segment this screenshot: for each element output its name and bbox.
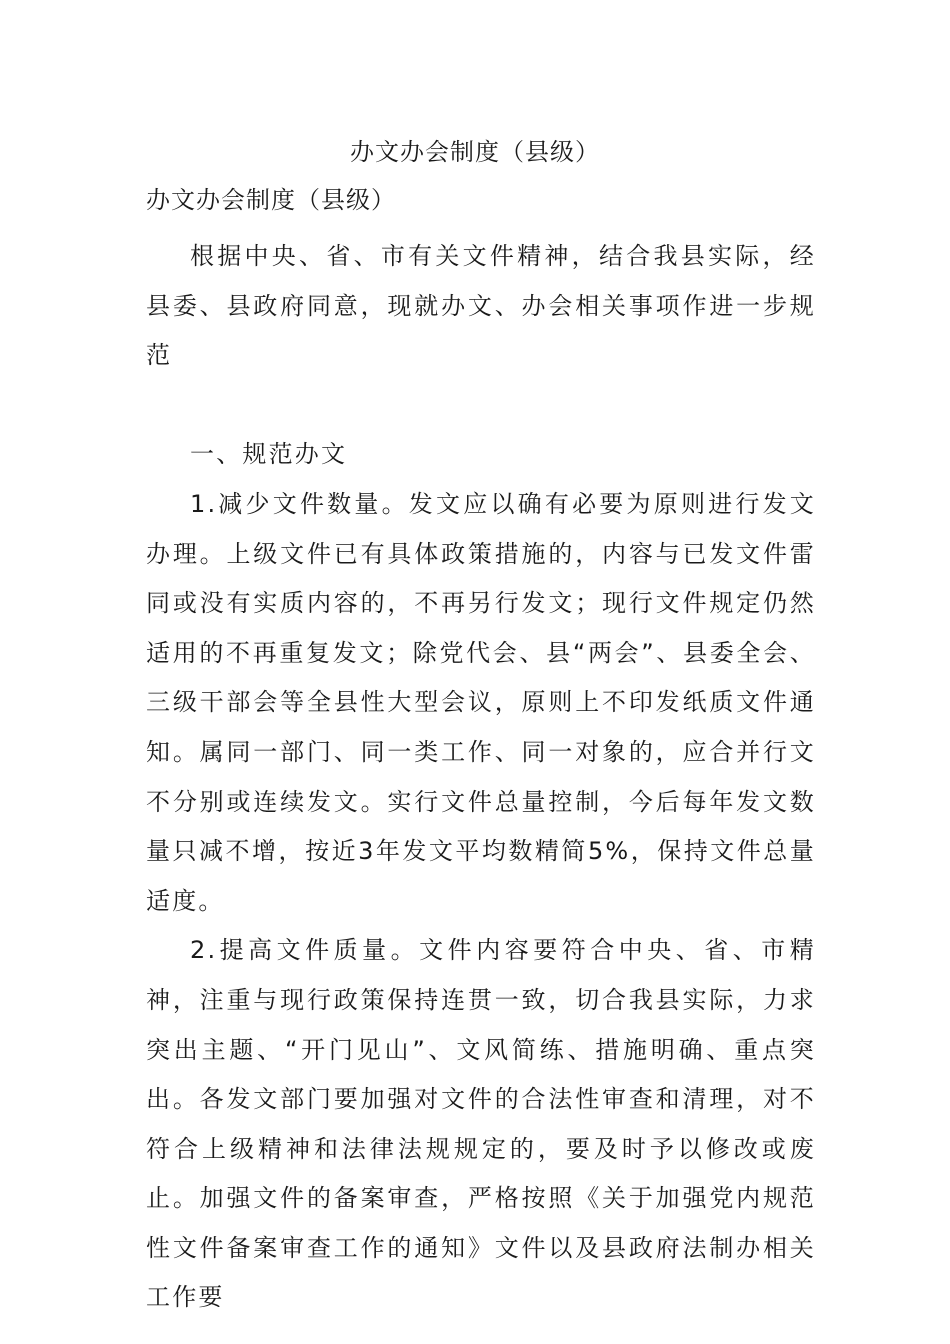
section-heading: 一、规范办文 xyxy=(190,440,348,469)
intro-paragraph: 根据中央、省、市有关文件精神，结合我县实际，经县委、县政府同意，现就办文、办会相关事项作进一步规范 xyxy=(146,242,816,370)
document-body xyxy=(146,232,816,1323)
blank-line xyxy=(146,381,816,431)
document-title: 办文办会制度（县级） xyxy=(350,138,600,166)
paragraph-1: 1.减少文件数量。发文应以确有必要为原则进行发文办理。上级文件已有具体政策措施的，内容与已发文件雷同或没有实质内容的，不再另行发文；现行文件规定仍然适用的不再重复发文；除党代会、县“两会”、县委全会、三级干部会等全县性大型会议，原则上不印发纸质文件通知。属同一部门、同一类工作、同一对象的，应合并行文不分别或连续发文。实行文件总量控制，今后每年发文数量只减不增，按近3年发文平均数精简5%，保持文件总量适度。 xyxy=(146,489,816,915)
paragraph-2: 2.提高文件质量。文件内容要符合中央、省、市精神，注重与现行政策保持连贯一致，切合我县实际，力求突出主题、“开门见山”、文风简练、措施明确、重点突出。各发文部门要加强对文件的合法性审查和清理，对不符合上级精神和法律法规规定的，要及时予以修改或废止。加强文件的备案审查，严格按照《关于加强党内规范性文件备案审查工作的通知》文件以及县政府法制办相关工作要 xyxy=(146,936,816,1312)
document-subtitle: 办文办会制度（县级） xyxy=(146,186,396,214)
